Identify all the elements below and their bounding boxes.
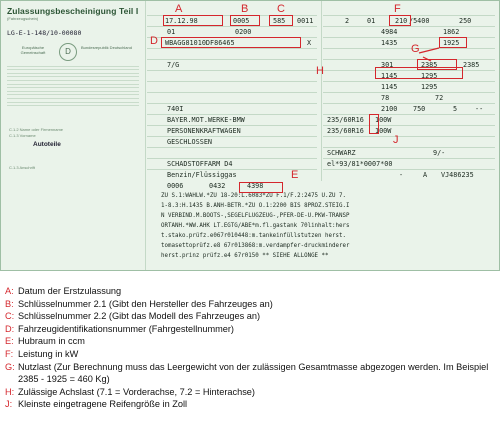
legend bbox=[5, 285, 495, 411]
remark-line: tomasettoprüfz.e8 67r013868:m.verdampfer-druckminderer bbox=[161, 243, 350, 249]
right-cell: 2 bbox=[345, 17, 350, 25]
right-cell: 72 bbox=[435, 94, 444, 102]
remark-line: ZU S.1:WAHLW.*ZU 18-20:L.6083*ZU F.1/F.2:2475 U.ZU 7. bbox=[161, 193, 346, 199]
highlight-vin bbox=[161, 37, 301, 48]
first-registration-date: 17.12.98 bbox=[165, 17, 198, 25]
marker-e: E bbox=[291, 169, 299, 181]
right-cell: A bbox=[423, 171, 428, 179]
right-cell: 78 bbox=[381, 94, 390, 102]
fine-print-lines bbox=[7, 63, 139, 109]
middle-cell: 7/G bbox=[167, 61, 180, 69]
empty-weight: 1925 bbox=[443, 39, 460, 47]
right-cell: 2385 bbox=[463, 61, 480, 69]
legend-item: G: Nutzlast (Zur Berechnung muss das Leergewicht von der zulässigen Gesamtmasse abgezogen werden. Im Beispiel 2385 - 1925 = 460 Kg) bbox=[5, 361, 489, 385]
marker-b: B bbox=[241, 3, 249, 15]
highlight-displacement bbox=[239, 182, 283, 193]
axle-load-rear: 1295 bbox=[421, 72, 438, 80]
arrow-icon bbox=[411, 45, 451, 65]
legend-item: C: Schlüsselnummer 2.2 (Gibt das Modell des Fahrzeuges an) bbox=[5, 311, 261, 322]
right-cell: 301 bbox=[381, 61, 394, 69]
legend-item: A: Datum der Erstzulassung bbox=[5, 286, 122, 296]
manufacturer-key: 0005 bbox=[233, 17, 250, 25]
type-approval-number: el*93/81*0007*00 bbox=[327, 160, 393, 168]
country-seal: D bbox=[59, 43, 77, 61]
middle-cell: X bbox=[307, 39, 312, 47]
holder-name: Autoteile bbox=[33, 141, 61, 148]
displacement-ccm: 4398 bbox=[247, 182, 264, 190]
right-cell: 5 bbox=[453, 105, 458, 113]
holder-first-label: C.1.3 Vorname bbox=[9, 133, 36, 138]
seal-left-text: Europäische Gemeinschaft bbox=[20, 45, 46, 55]
registration-number: LG-E-1-148/10-00080 bbox=[7, 29, 82, 37]
document-subtitle: (Fahrzeugschein) bbox=[7, 16, 39, 21]
highlight-model-key bbox=[269, 15, 293, 26]
highlight-tire-size bbox=[369, 114, 379, 134]
type-key: 0011 bbox=[297, 17, 314, 25]
right-cell: 250 bbox=[459, 17, 472, 25]
marker-f: F bbox=[394, 3, 401, 15]
highlight-axle-load bbox=[375, 67, 463, 79]
document-left-panel bbox=[3, 3, 143, 268]
remark-line: t.stako.prüfz.e067r010448:m.tankeinfüllstutzen herst. bbox=[161, 233, 346, 239]
marker-a: A bbox=[175, 3, 183, 15]
right-cell: 100W bbox=[375, 116, 392, 124]
highlight-power bbox=[389, 15, 411, 26]
middle-cell: 0432 bbox=[209, 182, 226, 190]
permissible-total-mass: 2385 bbox=[421, 61, 438, 69]
legend-item: J: Kleinste eingetragene Reifengröße in Zoll bbox=[5, 399, 188, 410]
right-cell: 4984 bbox=[381, 28, 398, 36]
right-cell: - bbox=[399, 171, 404, 179]
marker-j: J bbox=[393, 134, 399, 146]
body-type: GESCHLOSSEN bbox=[167, 138, 213, 146]
right-cell: 100W bbox=[375, 127, 392, 135]
seal-right-text: Bundesrepublik Deutschland bbox=[81, 45, 132, 50]
document-title: Zulassungsbescheinigung Teil I bbox=[7, 6, 139, 16]
divider bbox=[321, 1, 322, 181]
vehicle-type: 740I bbox=[167, 105, 184, 113]
legend-item: B: Schlüsselnummer 2.1 (Gibt den Hersteller des Fahrzeuges an) bbox=[5, 298, 273, 309]
right-cell: -- bbox=[475, 105, 484, 113]
legend-item: F: Leistung in kW bbox=[5, 348, 79, 359]
tire-size-front: 235/60R16 bbox=[327, 116, 364, 124]
highlight-first-registration bbox=[163, 15, 223, 26]
emission-class: SCHADSTOFFARM D4 bbox=[167, 160, 233, 168]
right-cell: 01 bbox=[367, 17, 376, 25]
right-cell: /5400 bbox=[409, 17, 430, 25]
middle-cell: 01 bbox=[167, 28, 176, 36]
right-cell: 750 bbox=[413, 105, 426, 113]
manufacturer-name: BAYER.MOT.WERKE-BMW bbox=[167, 116, 245, 124]
marker-c: C bbox=[277, 3, 285, 15]
right-cell: 9/- bbox=[433, 149, 446, 157]
remark-line: 1-8.3:H.1435 B.ANH-BETR.*ZU O.1:2200 BIS 8PROZ.STEIG.I bbox=[161, 203, 350, 209]
divider bbox=[145, 1, 146, 271]
middle-cell: 0200 bbox=[235, 28, 252, 36]
right-cell: 2100 bbox=[381, 105, 398, 113]
remark-line: N VERBIND.M.BOOTS-,SEGELFLUGZEUG-,PFER-DE-U.PKW-TRANSP bbox=[161, 213, 350, 219]
marker-h: H bbox=[316, 65, 324, 77]
address-label: C.1.3 Anschrift bbox=[9, 165, 36, 170]
legend-item: D: Fahrzeugidentifikationsnummer (Fahrgestellnummer) bbox=[5, 323, 234, 334]
right-cell: 1145 bbox=[381, 83, 398, 91]
vehicle-color: SCHWARZ bbox=[327, 149, 356, 157]
axle-load-front: 1145 bbox=[381, 72, 398, 80]
highlight-manufacturer-key bbox=[230, 15, 260, 26]
vehicle-identification-number: WBAGG81010DF86465 bbox=[165, 39, 235, 47]
model-key: 585 bbox=[273, 17, 286, 25]
right-cell: 1435 bbox=[381, 39, 398, 47]
fuel-type: Benzin/Flüssiggas bbox=[167, 171, 237, 179]
marker-g: G bbox=[411, 43, 420, 55]
vehicle-class: PERSONENKRAFTWAGEN bbox=[167, 127, 241, 135]
middle-cell: 0006 bbox=[167, 182, 184, 190]
right-cell: 1862 bbox=[443, 28, 460, 36]
right-cell: 1295 bbox=[421, 83, 438, 91]
remark-line: herst.prinz prüfz.e4 67r0150 ** SIEHE ALLONGE ** bbox=[161, 253, 329, 259]
marker-d: D bbox=[150, 35, 158, 47]
legend-item: H: Zulässige Achslast (7.1 = Vorderachse, 7.2 = Hinterachse) bbox=[5, 386, 255, 397]
holder-name-label: C.1.2 Name oder Firmenname bbox=[9, 127, 64, 132]
power-kw: 210 bbox=[395, 17, 408, 25]
remark-line: ORTANH.*WW.AHK LT.EGTG/ABE*m.fl.gastank 70linhalt:hers bbox=[161, 223, 350, 229]
document-number: VJ486235 bbox=[441, 171, 474, 179]
legend-item: E: Hubraum in ccm bbox=[5, 336, 85, 347]
tire-size-rear: 235/60R16 bbox=[327, 127, 364, 135]
